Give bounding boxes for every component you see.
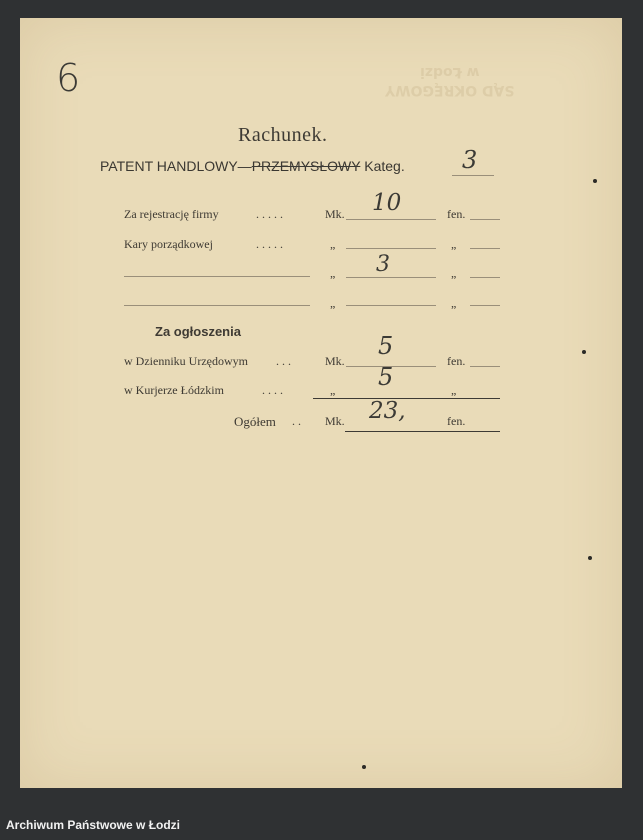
row-dots: . . . . . (256, 237, 283, 251)
ad-dots: . . . (276, 354, 291, 368)
page-number: 6 (56, 56, 81, 100)
total-dots: . . (292, 414, 301, 428)
document-title: Rachunek. (238, 124, 328, 146)
ad-amount: 5 (378, 363, 394, 391)
row-unit: „ (330, 296, 336, 310)
row-fen: fen. (447, 207, 466, 221)
row-fen: „ (451, 237, 457, 251)
bleed-through-line: SĄD OKRĘGOWY (385, 82, 515, 98)
patent-line (100, 158, 405, 174)
fen-line (470, 305, 500, 306)
paper-speck (362, 765, 366, 769)
fen-line (470, 277, 500, 278)
total-unit: Mk. (325, 414, 345, 428)
total-label: Ogółem (234, 414, 276, 429)
fen-line (470, 248, 500, 249)
amount-line (346, 248, 436, 249)
amount-line (346, 277, 436, 278)
ad-amount: 5 (378, 332, 394, 360)
row-unit: „ (330, 237, 336, 251)
total-rule (345, 431, 500, 432)
row-fen: „ (451, 296, 457, 310)
total-fen: fen. (447, 414, 466, 428)
blank-label-line (124, 305, 310, 306)
paper-speck (582, 350, 586, 354)
fen-line (470, 366, 500, 367)
amount-line (346, 305, 436, 306)
ad-unit: „ (330, 383, 336, 397)
ad-unit: Mk. (325, 354, 345, 368)
row-dots: . . . . . (256, 207, 283, 221)
row-unit: Mk. (325, 207, 345, 221)
paper-speck (588, 556, 592, 560)
bleed-through-stamp (385, 63, 514, 99)
ad-dots: . . . . (262, 383, 283, 397)
bleed-through-line: w Łodzi (420, 64, 480, 80)
row-label: Kary porządkowej (124, 237, 213, 251)
row-amount: 3 (376, 252, 390, 277)
row-amount: 10 (372, 190, 402, 216)
kateg-label: Kateg. (364, 158, 405, 174)
row-unit: „ (330, 266, 336, 280)
archive-footer: Archiwum Państwowe w Łodzi (6, 818, 181, 832)
kateg-underline (452, 175, 494, 176)
ad-fen: „ (451, 383, 457, 397)
row-fen: „ (451, 266, 457, 280)
sum-rule (313, 398, 500, 399)
row-label: Za rejestrację firmy (124, 207, 219, 221)
patent-struck-word: PRZEMYSŁOWY (251, 158, 361, 174)
total-amount: 23, (369, 398, 406, 424)
ads-heading: Za ogłoszenia (155, 324, 241, 339)
patent-prefix: PATENT HANDLOWY— (100, 158, 252, 174)
blank-label-line (124, 276, 310, 277)
fen-line (470, 219, 500, 220)
ad-label: w Dzienniku Urzędowym (124, 354, 248, 368)
ad-label: w Kurjerze Łódzkim (124, 383, 224, 397)
amount-line (346, 219, 436, 220)
kateg-value: 3 (462, 146, 478, 174)
paper-speck (593, 179, 597, 183)
ad-fen: fen. (447, 354, 466, 368)
